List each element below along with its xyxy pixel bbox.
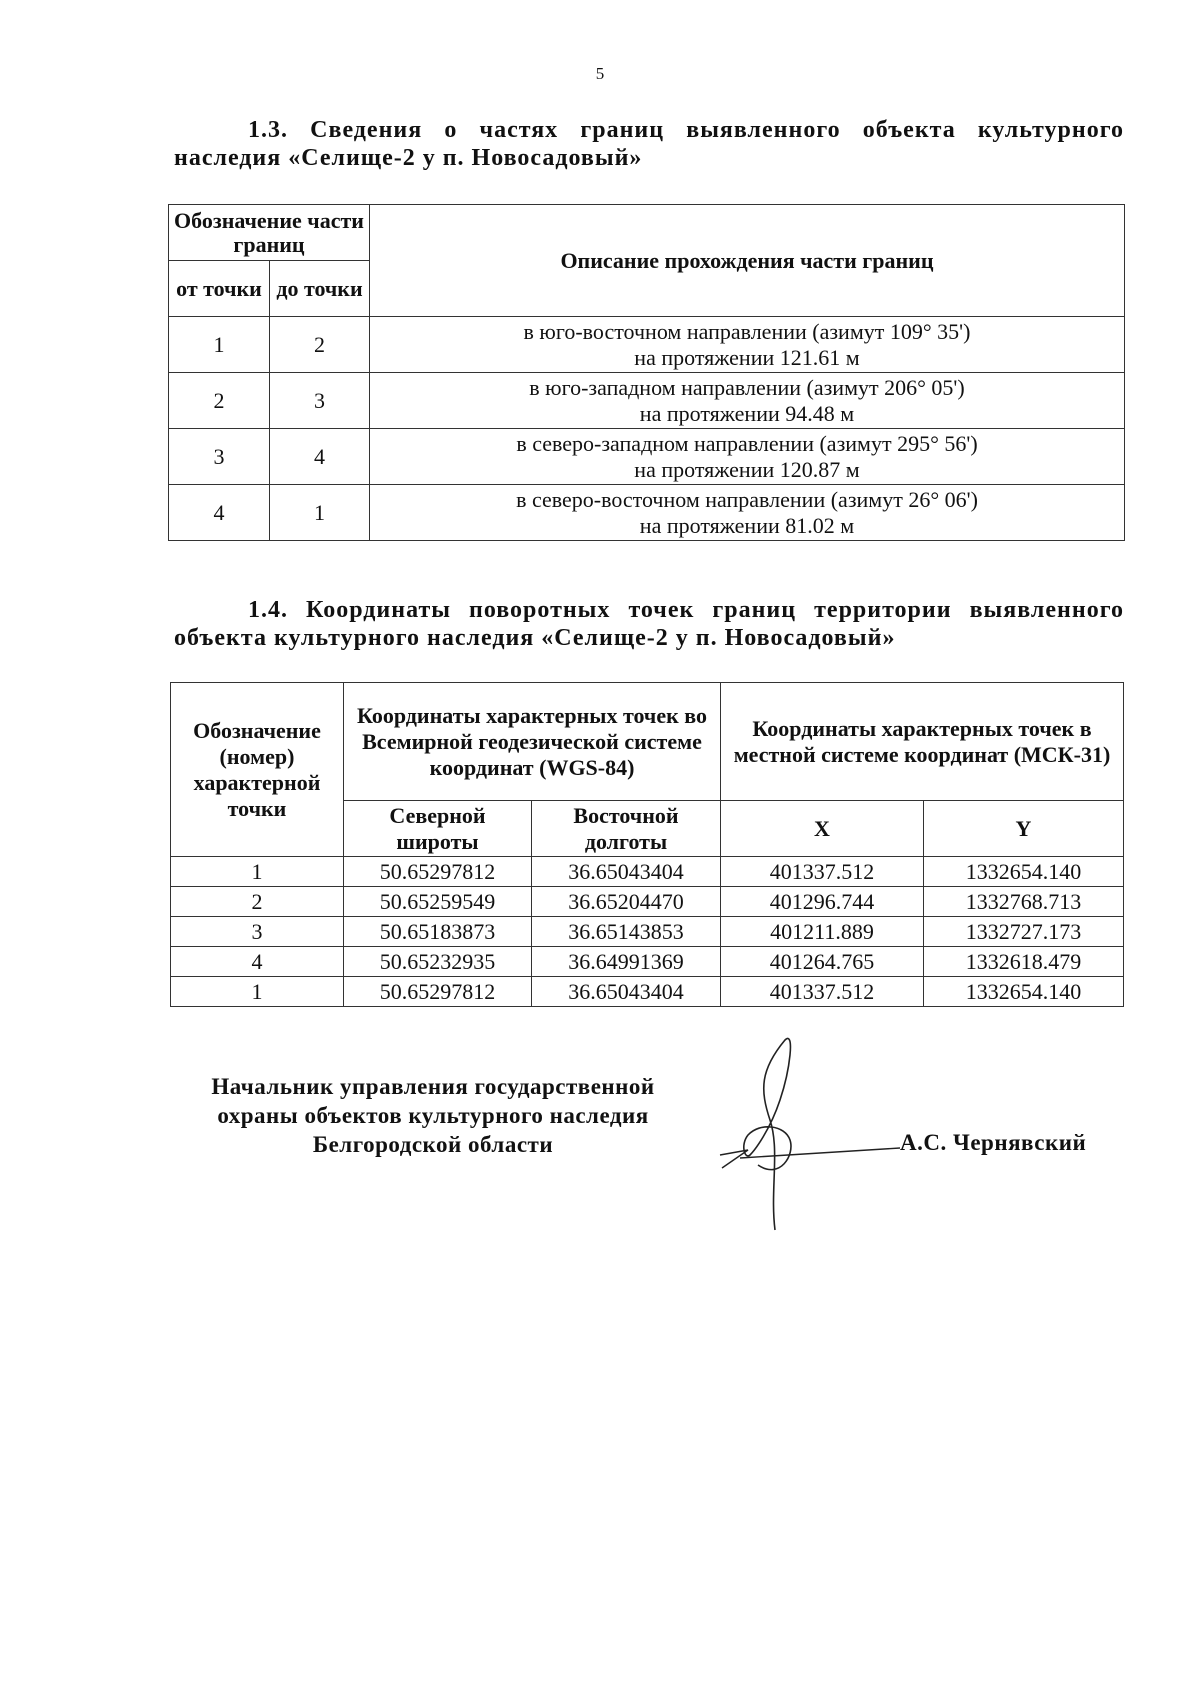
- cell-lon: 36.65043404: [532, 857, 721, 887]
- cell-point: 1: [171, 857, 344, 887]
- table-row: [169, 485, 1125, 541]
- cell-to: 2: [270, 317, 370, 373]
- cell-lon: 36.65043404: [532, 977, 721, 1007]
- cell-x: 401211.889: [721, 917, 924, 947]
- cell-to: 3: [270, 373, 370, 429]
- cell-description: [370, 373, 1125, 429]
- cell-from: 4: [169, 485, 270, 541]
- cell-from: 1: [169, 317, 270, 373]
- cell-lat: 50.65297812: [344, 977, 532, 1007]
- table-row: [171, 947, 1124, 977]
- header-point: Обозначение (номер) характерной точки: [171, 683, 344, 857]
- signatory-position: [178, 1072, 688, 1159]
- cell-lon: 36.65143853: [532, 917, 721, 947]
- header-from: от точки: [169, 261, 270, 317]
- description-line: на протяжении 81.02 м: [639, 512, 855, 538]
- cell-point: 3: [171, 917, 344, 947]
- cell-point: 4: [171, 947, 344, 977]
- cell-lon: 36.65204470: [532, 887, 721, 917]
- header-x: X: [721, 801, 924, 857]
- cell-y: 1332654.140: [924, 977, 1124, 1007]
- cell-x: 401337.512: [721, 857, 924, 887]
- table-row: [171, 887, 1124, 917]
- cell-description: [370, 485, 1125, 541]
- description-line: в северо-восточном направлении (азимут 26° 06'): [516, 486, 978, 512]
- cell-description: [370, 429, 1125, 485]
- cell-y: 1332654.140: [924, 857, 1124, 887]
- header-description: Описание прохождения части границ: [370, 205, 1125, 317]
- table-row: [169, 317, 1125, 373]
- table-row: [171, 977, 1124, 1007]
- cell-lat: 50.65232935: [344, 947, 532, 977]
- description-line: в северо-западном направлении (азимут 295° 56'): [516, 430, 978, 456]
- table-row: [169, 373, 1125, 429]
- cell-y: 1332768.713: [924, 887, 1124, 917]
- description-line: на протяжении 120.87 м: [634, 456, 860, 482]
- section-title-1-4: 1.4. Координаты поворотных точек границ территории выявленного объекта культурного наследия «Селище-2 у п. Новосадовый»: [174, 597, 1124, 651]
- boundary-parts-table: [168, 204, 1125, 541]
- description-line: в юго-западном направлении (азимут 206° 05'): [529, 374, 965, 400]
- table-row: [171, 857, 1124, 887]
- cell-to: 1: [270, 485, 370, 541]
- description-line: на протяжении 121.61 м: [634, 344, 860, 370]
- cell-to: 4: [270, 429, 370, 485]
- header-y: Y: [924, 801, 1124, 857]
- description-line: на протяжении 94.48 м: [639, 400, 855, 426]
- cell-from: 3: [169, 429, 270, 485]
- position-line: Начальник управления государственной: [211, 1074, 655, 1099]
- cell-x: 401264.765: [721, 947, 924, 977]
- signer-name: А.С. Чернявский: [900, 1130, 1087, 1155]
- cell-lon: 36.64991369: [532, 947, 721, 977]
- coordinates-table: [170, 682, 1124, 1007]
- header-local: Координаты характерных точек в местной системе координат (МСК-31): [721, 683, 1124, 801]
- cell-from: 2: [169, 373, 270, 429]
- cell-point: 2: [171, 887, 344, 917]
- table-row: [169, 429, 1125, 485]
- description-line: в юго-восточном направлении (азимут 109° 35'): [523, 318, 971, 344]
- page-number: 5: [595, 64, 605, 83]
- cell-description: [370, 317, 1125, 373]
- position-line: охраны объектов культурного наследия: [217, 1103, 649, 1128]
- cell-point: 1: [171, 977, 344, 1007]
- header-to: до точки: [270, 261, 370, 317]
- cell-lat: 50.65297812: [344, 857, 532, 887]
- cell-y: 1332618.479: [924, 947, 1124, 977]
- cell-x: 401296.744: [721, 887, 924, 917]
- header-east: Восточной долготы: [532, 801, 721, 857]
- cell-x: 401337.512: [721, 977, 924, 1007]
- header-wgs: Координаты характерных точек во Всемирной геодезической системе координат (WGS-84): [344, 683, 721, 801]
- section-title-1-3: 1.3. Сведения о частях границ выявленного объекта культурного наследия «Селище-2 у п. Новосадовый»: [174, 117, 1124, 171]
- handwritten-signature: [700, 1030, 900, 1240]
- cell-lat: 50.65259549: [344, 887, 532, 917]
- header-north: Северной широты: [344, 801, 532, 857]
- cell-y: 1332727.173: [924, 917, 1124, 947]
- cell-lat: 50.65183873: [344, 917, 532, 947]
- header-designation: Обозначение части границ: [169, 205, 370, 261]
- table-row: [171, 917, 1124, 947]
- position-line: Белгородской области: [312, 1132, 554, 1157]
